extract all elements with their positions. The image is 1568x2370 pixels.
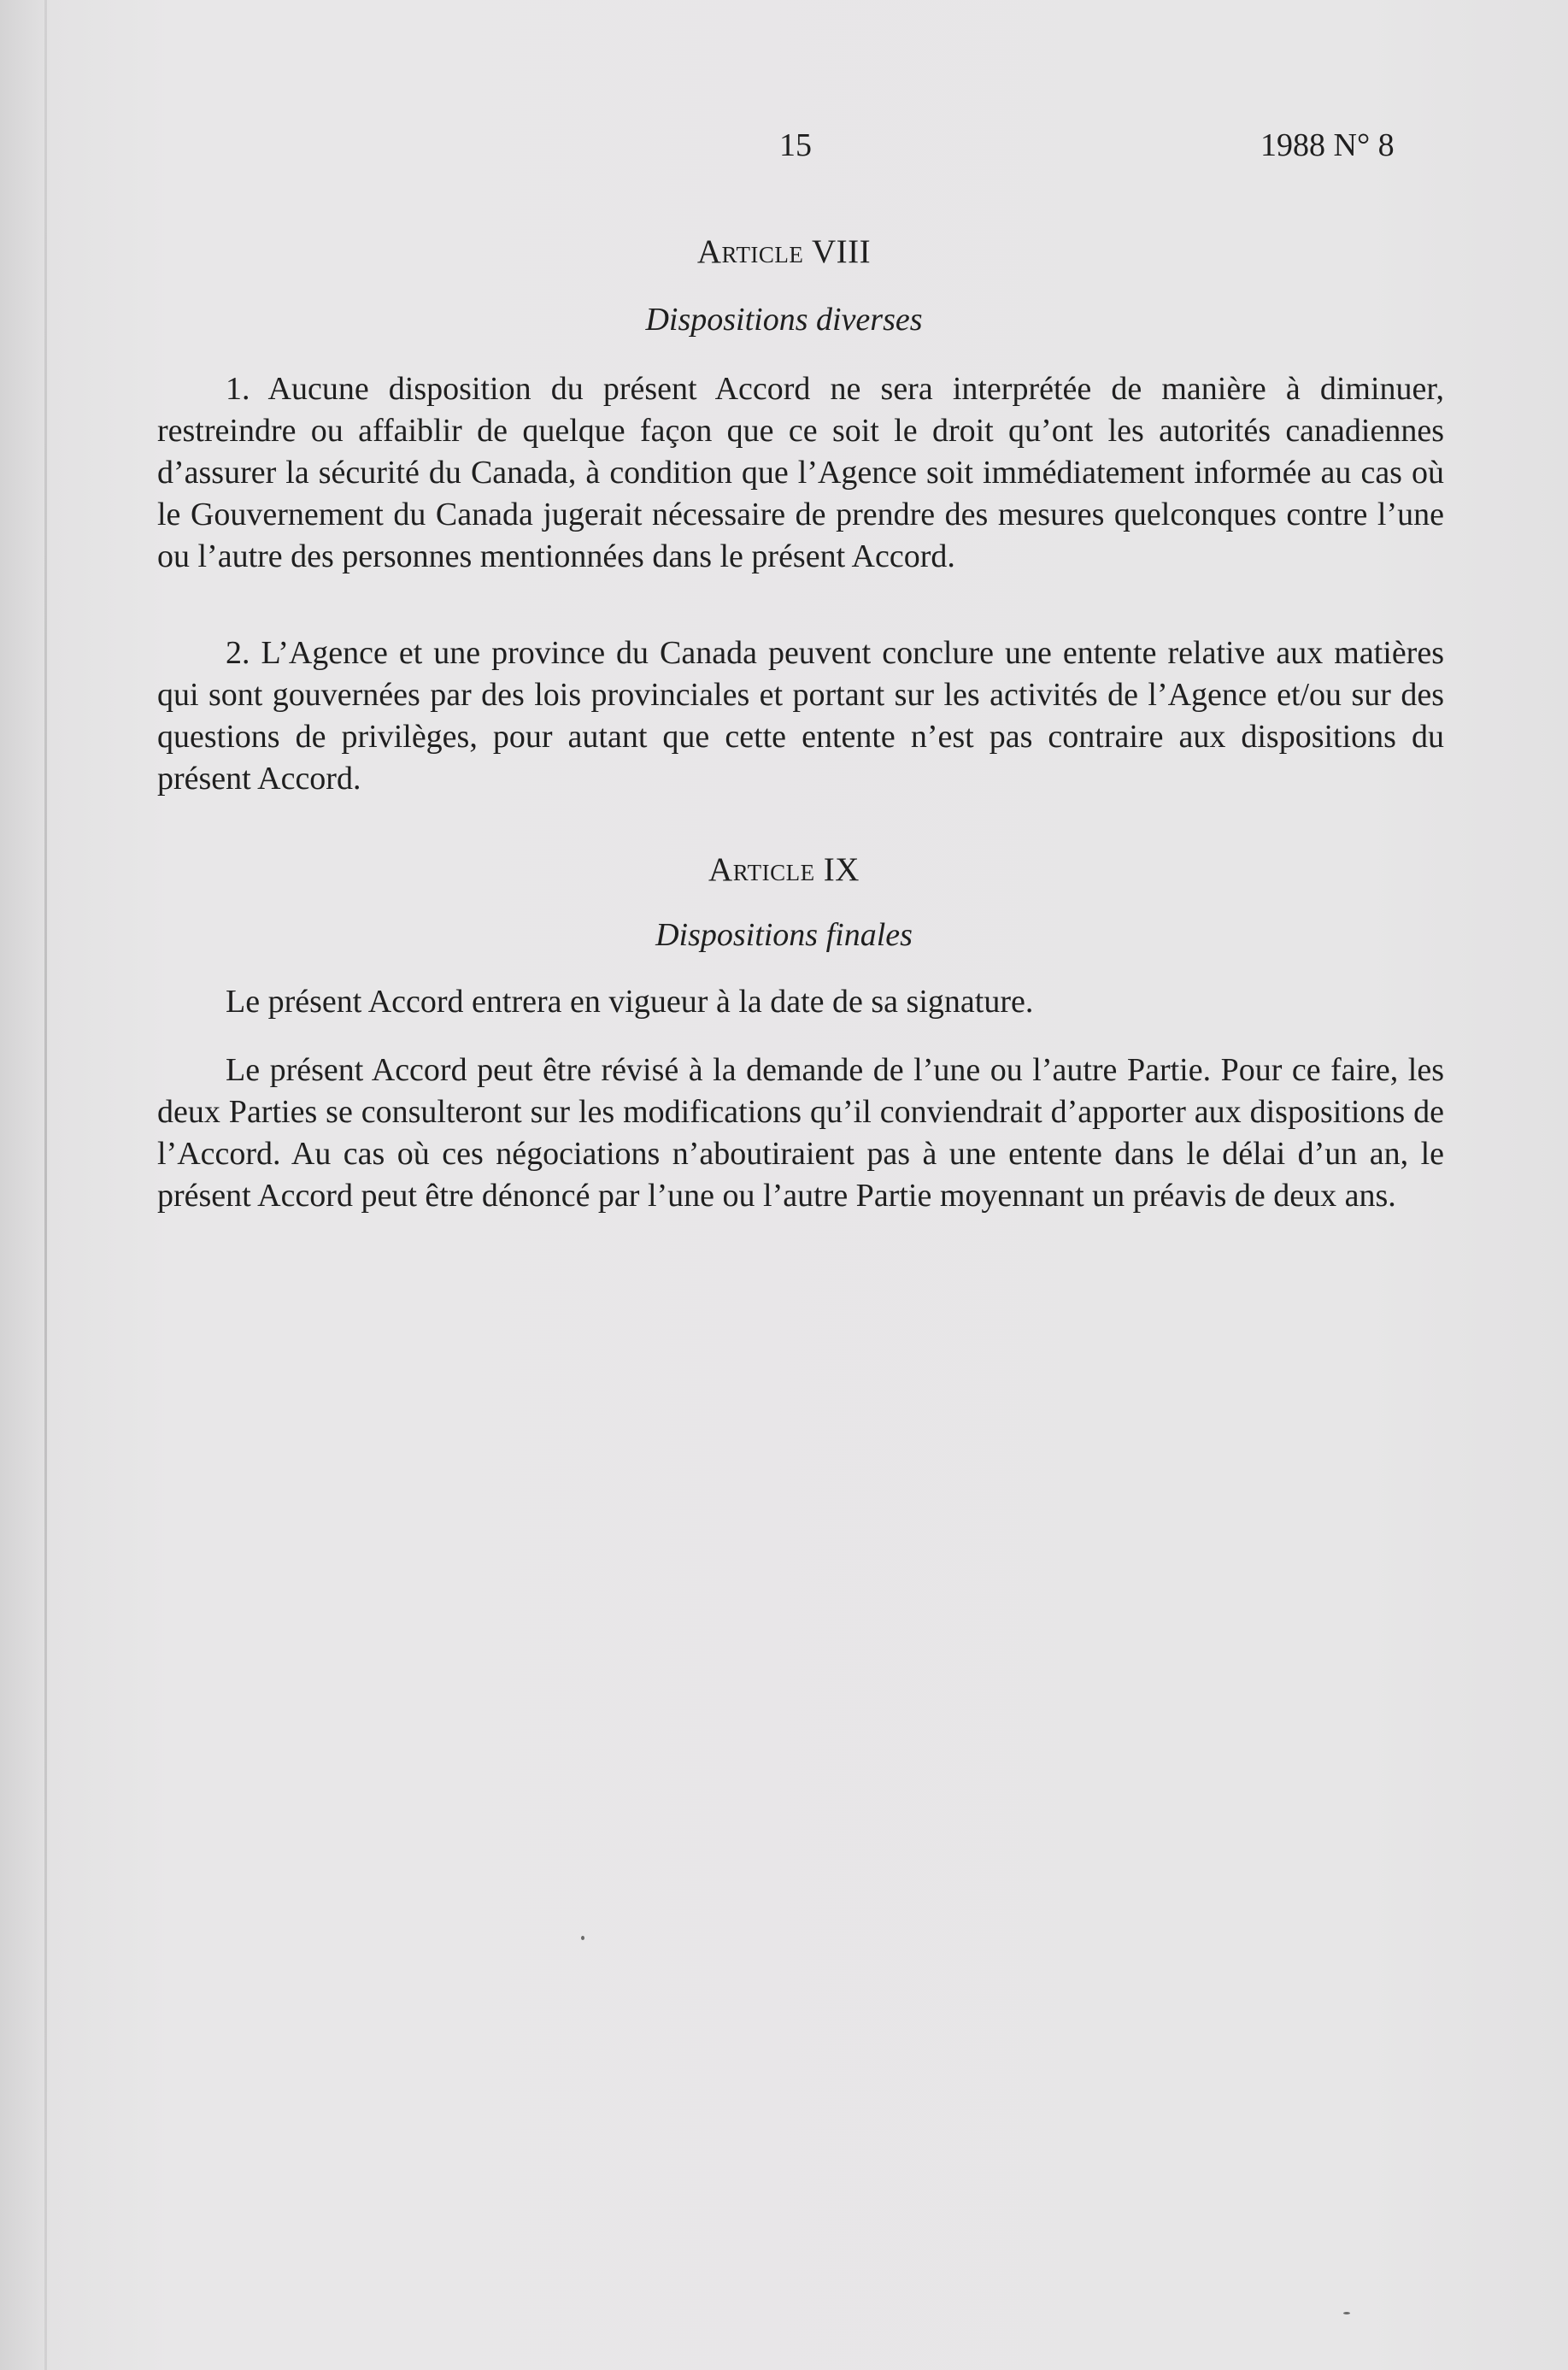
page-number: 15: [779, 127, 812, 163]
article-9-heading-text: Article IX: [708, 851, 860, 888]
article-8-heading-text: Article VIII: [696, 233, 872, 270]
article-9-subheading: Dispositions finales: [655, 917, 913, 953]
article-8-heading: [0, 232, 1568, 271]
year-issue-label: 1988 N° 8: [1260, 127, 1395, 163]
article-9-paragraph-1: Le présent Accord entrera en vigueur à la date de sa signature.: [226, 984, 1034, 1020]
article-9-heading: [0, 850, 1568, 889]
article-8-paragraph-2: 2. L’Agence et une province du Canada peuvent conclure une entente relative aux matières qui sont gouvernées par des lois provinciales et portant sur les activités de l’Agence et/ou sur des questions de privilèges, pour autant que cette entente n’est pas contraire aux dispositions du présent Accord.: [157, 635, 1444, 797]
page-header: [0, 126, 1568, 169]
article-9-paragraph-2: Le présent Accord peut être révisé à la demande de l’une ou l’autre Partie. Pour ce faire, les deux Parties se consulteront sur les modifications qu’il conviendrait d’apporter aux dispositions de l’Accord. Au cas où ces négociations n’aboutiraient pas à une entente dans le délai d’un an, le présent Accord peut être dénoncé par l’une ou l’autre Partie moyennant un préavis de deux ans.: [157, 1052, 1444, 1214]
article-8-paragraph-1: 1. Aucune disposition du présent Accord ne sera interprétée de manière à diminuer, restreindre ou affaiblir de quelque façon que ce soit le droit qu’ont les autorités canadiennes d’assurer la sécurité du Canada, à condition que l’Agence soit immédiatement informée au cas où le Gouvernement du Canada jugerait nécessaire de prendre des mesures quelconques contre l’une ou l’autre des personnes mentionnées dans le présent Accord.: [157, 371, 1444, 574]
paper-speck: [1343, 2312, 1350, 2314]
binding-edge: [44, 0, 47, 2370]
article-8-subheading: Dispositions diverses: [645, 302, 923, 338]
paper-speck: [581, 1936, 584, 1940]
